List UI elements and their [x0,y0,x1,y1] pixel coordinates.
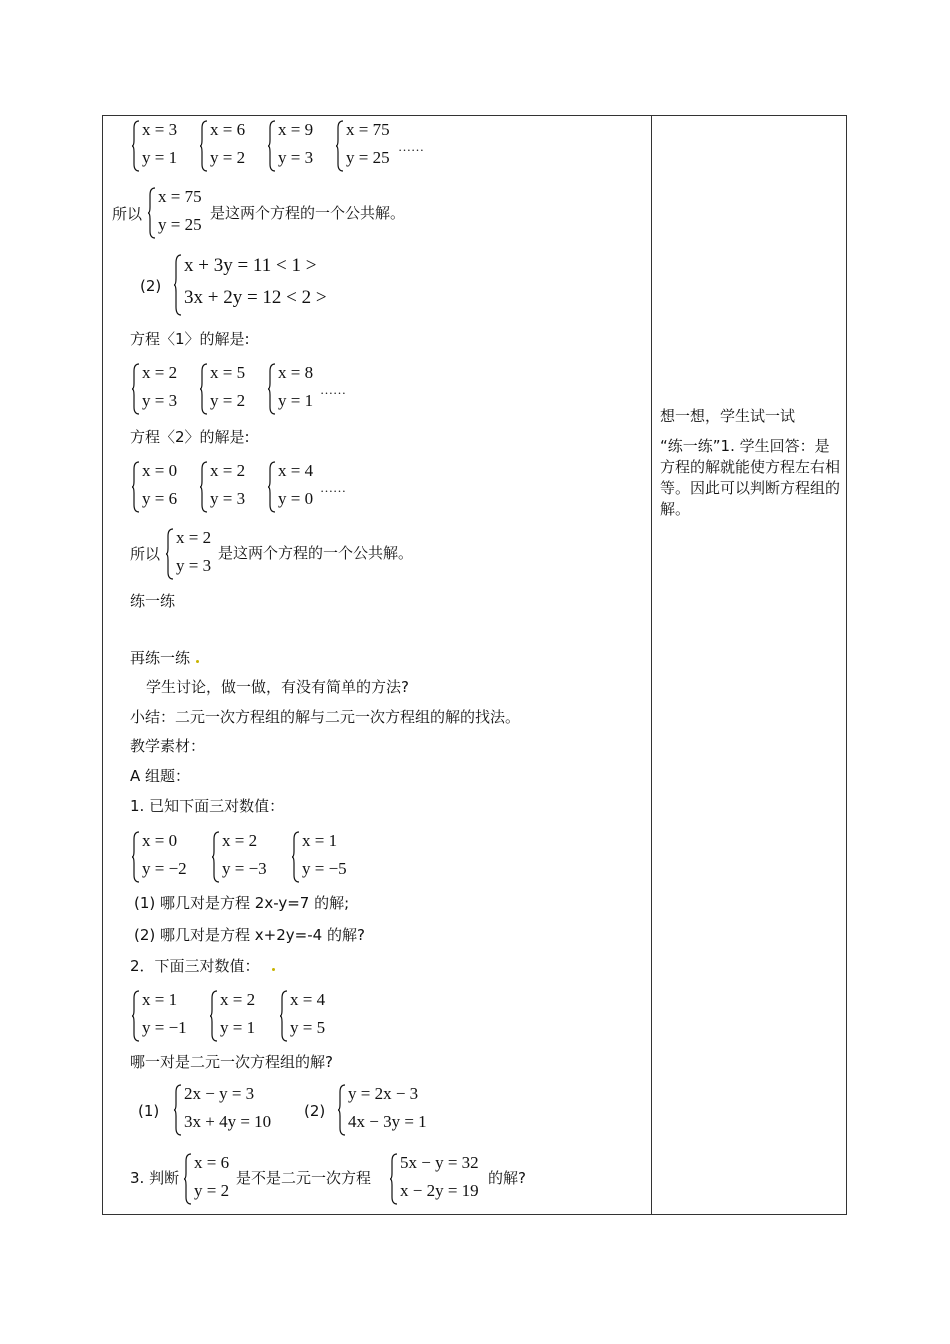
eq-y: y = 2 [194,1181,230,1200]
side-note-1: 想一想，学生试一试 [660,407,796,425]
brace-icon [148,187,154,237]
q1-sub2: (2) 哪几对是方程 x+2y=-4 的解? [134,926,365,944]
brace-icon [210,990,216,1040]
brace-icon [132,120,138,170]
eq2: x − 2y = 19 [400,1181,479,1200]
eq-y: y = 3 [176,556,212,575]
brace-icon [200,120,206,170]
brace-icon [184,1153,190,1203]
suoyi-label: 所以 [112,205,143,223]
table-frame [102,115,847,1215]
eq-x: x = 75 [346,120,390,139]
brace-icon [336,120,342,170]
eq-x: x = 75 [158,187,202,206]
public-solution-text: 是这两个方程的一个公共解。 [218,544,414,562]
part2-label: (2) [140,277,162,295]
eq-x: x = 4 [290,990,326,1009]
eq-x: x = 8 [278,363,314,382]
brace-icon [166,528,172,578]
ellipsis: …… [320,480,346,495]
eq-y: y = 6 [142,489,178,508]
eq-x: x = 1 [302,831,338,850]
eq-x: x = 2 [220,990,256,1009]
q2-question: 哪一对是二元一次方程组的解? [130,1053,333,1071]
eq-y: y = 2 [210,148,246,167]
practice-heading: 练一练 [130,592,176,610]
eq-x: x = 2 [142,363,178,382]
eq-y: y = 5 [290,1018,326,1037]
eq-y: y = 3 [210,489,246,508]
eq1: y = 2x − 3 [348,1084,419,1103]
suoyi-label: 所以 [130,545,161,563]
eq1-heading: 方程〈1〉的解是: [130,330,250,348]
q2-title: 2．下面三对数值： [130,957,260,975]
eq-x: x = 2 [210,461,246,480]
eq-y: y = −1 [142,1018,187,1037]
q3-suffix: 的解? [488,1169,526,1187]
brace-icon [338,1084,344,1134]
eq-y: y = 25 [158,215,202,234]
eq-y: y = 3 [278,148,314,167]
brace-icon [200,461,206,511]
eq-y: y = −2 [142,859,187,878]
eq-y: y = 1 [142,148,178,167]
brace-icon [132,831,138,881]
side-note-2: “练一练”1. 学生回答：是方程的解就能使方程左右相等。因此可以判断方程组的解。 [660,437,841,518]
public-solution-text: 是这两个方程的一个公共解。 [210,204,406,222]
eq-y: y = 2 [210,391,246,410]
summary-text: 小结：二元一次方程组的解与二元一次方程组的解的找法。 [130,708,521,726]
brace-icon [200,363,206,413]
eq-x: x = 1 [142,990,178,1009]
q1-title: 1. 已知下面三对数值： [130,797,285,815]
practice-again-heading: 再练一练 [130,649,191,667]
q1-sub1: (1) 哪几对是方程 2x-y=7 的解; [134,894,350,912]
eq2: 3x + 4y = 10 [184,1112,272,1131]
q2-sys1-label: (1) [138,1102,160,1120]
eq-y: y = 1 [278,391,314,410]
q2-sys2-label: (2) [304,1102,326,1120]
brace-icon [268,461,274,511]
brace-icon [390,1153,396,1203]
eq-x: x = 6 [210,120,246,139]
q3-middle: 是不是二元一次方程 [236,1169,372,1187]
eq-y: y = 3 [142,391,178,410]
eq-x: x = 9 [278,120,314,139]
eq2: 3x + 2y = 12 < 2 > [184,287,327,308]
q3-prefix: 3. 判断 [130,1169,180,1187]
brace-icon [212,831,218,881]
eq-x: x = 2 [222,831,258,850]
eq2: 4x − 3y = 1 [348,1112,427,1131]
eq-x: x = 0 [142,461,178,480]
eq-y: y = 1 [220,1018,256,1037]
eq1: 5x − y = 32 [400,1153,479,1172]
brace-icon [174,254,180,314]
eq-x: x = 5 [210,363,246,382]
eq-y: y = 25 [346,148,390,167]
eq-x: x = 2 [176,528,212,547]
discuss-text: 学生讨论，做一做，有没有简单的方法? [146,678,409,696]
brace-icon [280,990,286,1040]
brace-icon [132,363,138,413]
brace-icon [174,1084,180,1134]
eq-y: y = −5 [302,859,347,878]
eq2-heading: 方程〈2〉的解是: [130,428,250,446]
brace-icon [268,120,274,170]
eq-x: x = 4 [278,461,314,480]
materials-heading: 教学素材： [130,737,206,755]
ellipsis: …… [398,139,424,154]
brace-icon [292,831,298,881]
yellow-dot-mark [272,968,275,971]
group-a-heading: A 组题： [130,767,191,785]
yellow-dot-mark [196,660,199,663]
eq-x: x = 0 [142,831,178,850]
eq-x: x = 3 [142,120,178,139]
eq1: 2x − y = 3 [184,1084,255,1103]
brace-icon [132,990,138,1040]
brace-icon [132,461,138,511]
eq-x: x = 6 [194,1153,230,1172]
column-divider [651,115,652,1215]
eq-y: y = 0 [278,489,314,508]
brace-icon [268,363,274,413]
ellipsis: …… [320,382,346,397]
eq-y: y = −3 [222,859,267,878]
eq1: x + 3y = 11 < 1 > [184,255,317,276]
